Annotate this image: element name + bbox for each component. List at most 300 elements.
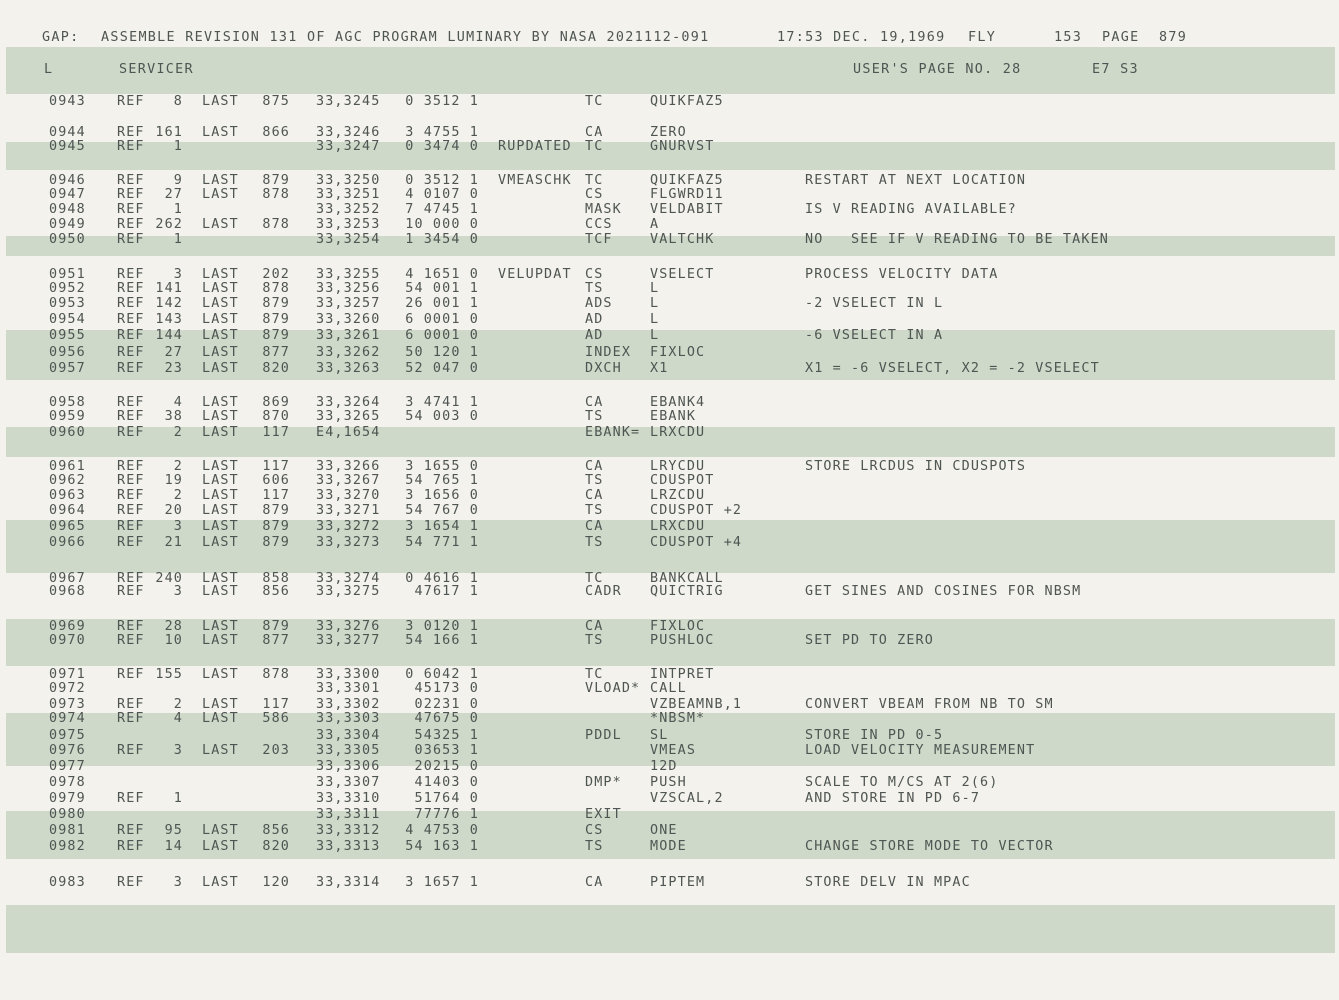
row-ln: 879	[262, 619, 290, 634]
row-comment: AND STORE IN PD 6-7	[805, 791, 981, 806]
row-line: 0952	[49, 281, 86, 296]
row-last: LAST	[202, 312, 239, 327]
row-addr: 33,3310	[316, 791, 381, 806]
row-comment: LOAD VELOCITY MEASUREMENT	[805, 743, 1036, 758]
row-operand: VSELECT	[650, 267, 715, 282]
row-word: 47675 0	[414, 711, 479, 726]
row-last: LAST	[202, 361, 239, 376]
row-comment: -2 VSELECT IN L	[805, 296, 944, 311]
row-operand: QUICTRIG	[650, 584, 724, 599]
row-operand: X1	[650, 361, 669, 376]
row-last: LAST	[202, 503, 239, 518]
row-line: 0973	[49, 697, 86, 712]
row-addr: 33,3252	[316, 202, 381, 217]
row-operand: PUSH	[650, 775, 687, 790]
header-time: 17:53 DEC. 19,1969	[777, 30, 946, 45]
row-operand: EBANK4	[650, 395, 706, 410]
row-last: LAST	[202, 697, 239, 712]
row-addr: 33,3307	[316, 775, 381, 790]
row-op: CS	[585, 187, 604, 202]
row-addr: 33,3266	[316, 459, 381, 474]
row-line: 0954	[49, 312, 86, 327]
row-ref: REF	[117, 619, 145, 634]
row-op: TCF	[585, 232, 613, 247]
row-label: VMEASCHK	[498, 173, 572, 188]
row-op: CA	[585, 519, 604, 534]
row-last: LAST	[202, 667, 239, 682]
row-line: 0981	[49, 823, 86, 838]
row-last: LAST	[202, 345, 239, 360]
row-line: 0976	[49, 743, 86, 758]
row-operand: *NBSM*	[650, 711, 706, 726]
row-rn: 28	[164, 619, 183, 634]
row-rn: 19	[164, 473, 183, 488]
row-comment: PROCESS VELOCITY DATA	[805, 267, 999, 282]
row-addr: 33,3262	[316, 345, 381, 360]
row-addr: 33,3254	[316, 232, 381, 247]
row-op: AD	[585, 312, 604, 327]
row-ln: 878	[262, 187, 290, 202]
row-rn: 3	[173, 519, 183, 534]
row-word: 54 166 1	[405, 633, 479, 648]
row-addr: 33,3250	[316, 173, 381, 188]
row-addr: 33,3313	[316, 839, 381, 854]
row-ref: REF	[117, 395, 145, 410]
row-operand: L	[650, 312, 660, 327]
row-word: 54 771 1	[405, 535, 479, 550]
row-last: LAST	[202, 187, 239, 202]
row-ln: 203	[262, 743, 290, 758]
row-rn: 95	[164, 823, 183, 838]
row-rn: 38	[164, 409, 183, 424]
row-op: CA	[585, 395, 604, 410]
row-addr: 33,3247	[316, 139, 381, 154]
row-ln: 606	[262, 473, 290, 488]
row-rn: 20	[164, 503, 183, 518]
row-op: VLOAD*	[585, 681, 641, 696]
row-addr: 33,3271	[316, 503, 381, 518]
row-word: 6 0001 0	[405, 328, 479, 343]
row-ref: REF	[117, 743, 145, 758]
row-op: TS	[585, 473, 604, 488]
row-word: 3 1656 0	[405, 488, 479, 503]
row-word: 02231 0	[414, 697, 479, 712]
row-ln: 879	[262, 519, 290, 534]
row-ref: REF	[117, 459, 145, 474]
row-word: 54 003 0	[405, 409, 479, 424]
row-word: 47617 1	[414, 584, 479, 599]
row-line: 0964	[49, 503, 86, 518]
row-addr: 33,3312	[316, 823, 381, 838]
row-comment: IS V READING AVAILABLE?	[805, 202, 1017, 217]
row-ref: REF	[117, 823, 145, 838]
row-ln: 879	[262, 328, 290, 343]
row-line: 0970	[49, 633, 86, 648]
row-operand: LRYCDU	[650, 459, 706, 474]
row-last: LAST	[202, 839, 239, 854]
row-ref: REF	[117, 281, 145, 296]
row-last: LAST	[202, 217, 239, 232]
row-ln: 117	[262, 459, 290, 474]
row-word: 26 001 1	[405, 296, 479, 311]
row-ln: 878	[262, 281, 290, 296]
row-last: LAST	[202, 328, 239, 343]
row-comment: GET SINES AND COSINES FOR NBSM	[805, 584, 1082, 599]
row-comment: -6 VSELECT IN A	[805, 328, 944, 343]
row-line: 0949	[49, 217, 86, 232]
row-word: 3 1657 1	[405, 875, 479, 890]
row-rn: 240	[155, 571, 183, 586]
row-addr: 33,3261	[316, 328, 381, 343]
row-rn: 161	[155, 125, 183, 140]
row-ref: REF	[117, 791, 145, 806]
row-line: 0978	[49, 775, 86, 790]
row-addr: 33,3273	[316, 535, 381, 550]
row-line: 0947	[49, 187, 86, 202]
row-operand: CDUSPOT	[650, 473, 715, 488]
row-label: RUPDATED	[498, 139, 572, 154]
row-op: CA	[585, 125, 604, 140]
row-word: 3 1654 1	[405, 519, 479, 534]
row-label: VELUPDAT	[498, 267, 572, 282]
row-word: 4 4753 0	[405, 823, 479, 838]
row-op: TS	[585, 503, 604, 518]
row-last: LAST	[202, 409, 239, 424]
row-ln: 878	[262, 217, 290, 232]
row-op: EBANK=	[585, 425, 641, 440]
row-line: 0963	[49, 488, 86, 503]
row-last: LAST	[202, 281, 239, 296]
row-word: 50 120 1	[405, 345, 479, 360]
row-operand: CDUSPOT +4	[650, 535, 743, 550]
row-operand: FIXLOC	[650, 619, 706, 634]
row-ln: 866	[262, 125, 290, 140]
row-operand: L	[650, 296, 660, 311]
row-ref: REF	[117, 667, 145, 682]
row-rn: 14	[164, 839, 183, 854]
row-addr: 33,3272	[316, 519, 381, 534]
row-ln: 820	[262, 839, 290, 854]
row-word: 0 4616 1	[405, 571, 479, 586]
row-word: 0 3474 0	[405, 139, 479, 154]
header-page-number: 879	[1159, 30, 1188, 45]
row-operand: CALL	[650, 681, 687, 696]
row-word: 77776 1	[414, 807, 479, 822]
row-addr: 33,3304	[316, 728, 381, 743]
row-addr: 33,3306	[316, 759, 381, 774]
row-ln: 875	[262, 94, 290, 109]
row-word: 41403 0	[414, 775, 479, 790]
row-last: LAST	[202, 875, 239, 890]
row-operand: CDUSPOT +2	[650, 503, 743, 518]
row-operand: ONE	[650, 823, 678, 838]
row-last: LAST	[202, 125, 239, 140]
row-addr: 33,3311	[316, 807, 381, 822]
row-rn: 27	[164, 345, 183, 360]
row-word: 52 047 0	[405, 361, 479, 376]
row-line: 0974	[49, 711, 86, 726]
row-word: 3 4755 1	[405, 125, 479, 140]
row-ln: 879	[262, 503, 290, 518]
row-operand: GNURVST	[650, 139, 715, 154]
row-line: 0953	[49, 296, 86, 311]
row-last: LAST	[202, 535, 239, 550]
row-word: 54325 1	[414, 728, 479, 743]
row-ref: REF	[117, 361, 145, 376]
column-letter: L	[44, 62, 54, 77]
row-operand: QUIKFAZ5	[650, 173, 724, 188]
row-word: 54 765 1	[405, 473, 479, 488]
row-ln: 870	[262, 409, 290, 424]
row-rn: 2	[173, 697, 183, 712]
row-operand: VZBEAMNB,1	[650, 697, 743, 712]
row-line: 0980	[49, 807, 86, 822]
row-operand: LRZCDU	[650, 488, 706, 503]
row-line: 0948	[49, 202, 86, 217]
row-line: 0950	[49, 232, 86, 247]
row-line: 0945	[49, 139, 86, 154]
row-word: 20215 0	[414, 759, 479, 774]
row-line: 0959	[49, 409, 86, 424]
row-operand: VELDABIT	[650, 202, 724, 217]
row-op: INDEX	[585, 345, 632, 360]
row-word: 4 1651 0	[405, 267, 479, 282]
row-op: TS	[585, 535, 604, 550]
row-word: 4 0107 0	[405, 187, 479, 202]
row-word: 3 0120 1	[405, 619, 479, 634]
row-op: TS	[585, 633, 604, 648]
row-word: 10 000 0	[405, 217, 479, 232]
row-word: 1 3454 0	[405, 232, 479, 247]
row-ref: REF	[117, 839, 145, 854]
row-ref: REF	[117, 312, 145, 327]
row-last: LAST	[202, 823, 239, 838]
row-op: CA	[585, 459, 604, 474]
row-last: LAST	[202, 473, 239, 488]
row-line: 0968	[49, 584, 86, 599]
row-word: 45173 0	[414, 681, 479, 696]
row-last: LAST	[202, 619, 239, 634]
row-word: 6 0001 0	[405, 312, 479, 327]
row-last: LAST	[202, 488, 239, 503]
row-ln: 858	[262, 571, 290, 586]
row-line: 0956	[49, 345, 86, 360]
row-op: CA	[585, 619, 604, 634]
row-addr: 33,3256	[316, 281, 381, 296]
row-addr: 33,3267	[316, 473, 381, 488]
row-rn: 144	[155, 328, 183, 343]
row-last: LAST	[202, 584, 239, 599]
row-ln: 856	[262, 823, 290, 838]
row-rn: 1	[173, 202, 183, 217]
row-addr: 33,3302	[316, 697, 381, 712]
row-word: 0 6042 1	[405, 667, 479, 682]
row-comment: SCALE TO M/CS AT 2(6)	[805, 775, 999, 790]
row-line: 0966	[49, 535, 86, 550]
row-op: TS	[585, 281, 604, 296]
row-ref: REF	[117, 267, 145, 282]
row-ref: REF	[117, 328, 145, 343]
row-line: 0962	[49, 473, 86, 488]
row-last: LAST	[202, 711, 239, 726]
row-operand: L	[650, 281, 660, 296]
row-op: TC	[585, 94, 604, 109]
row-op: ADS	[585, 296, 613, 311]
row-line: 0951	[49, 267, 86, 282]
row-rn: 8	[173, 94, 183, 109]
row-rn: 23	[164, 361, 183, 376]
row-line: 0971	[49, 667, 86, 682]
row-last: LAST	[202, 571, 239, 586]
row-word: 51764 0	[414, 791, 479, 806]
row-operand: MODE	[650, 839, 687, 854]
row-operand: VZSCAL,2	[650, 791, 724, 806]
row-ref: REF	[117, 296, 145, 311]
row-op: CA	[585, 875, 604, 890]
row-ln: 879	[262, 173, 290, 188]
row-addr: 33,3265	[316, 409, 381, 424]
row-line: 0979	[49, 791, 86, 806]
row-last: LAST	[202, 459, 239, 474]
row-addr: 33,3257	[316, 296, 381, 311]
row-ref: REF	[117, 217, 145, 232]
row-operand: LRXCDU	[650, 425, 706, 440]
row-op: TS	[585, 839, 604, 854]
row-word: 03653 1	[414, 743, 479, 758]
row-ref: REF	[117, 875, 145, 890]
row-rn: 2	[173, 459, 183, 474]
row-ln: 120	[262, 875, 290, 890]
header-seq: 153	[1054, 30, 1083, 45]
row-ln: 820	[262, 361, 290, 376]
row-ln: 202	[262, 267, 290, 282]
row-op: MASK	[585, 202, 622, 217]
row-comment: SET PD TO ZERO	[805, 633, 934, 648]
row-last: LAST	[202, 94, 239, 109]
row-op: AD	[585, 328, 604, 343]
row-ref: REF	[117, 503, 145, 518]
row-rn: 155	[155, 667, 183, 682]
row-ln: 879	[262, 535, 290, 550]
row-op: TC	[585, 571, 604, 586]
row-comment: STORE IN PD 0-5	[805, 728, 944, 743]
row-op: CS	[585, 267, 604, 282]
row-line: 0955	[49, 328, 86, 343]
row-addr: 33,3303	[316, 711, 381, 726]
row-addr: 33,3274	[316, 571, 381, 586]
row-rn: 3	[173, 584, 183, 599]
row-op: CADR	[585, 584, 622, 599]
row-line: 0957	[49, 361, 86, 376]
row-line: 0943	[49, 94, 86, 109]
row-ref: REF	[117, 139, 145, 154]
row-operand: INTPRET	[650, 667, 715, 682]
row-addr: 33,3300	[316, 667, 381, 682]
row-comment: RESTART AT NEXT LOCATION	[805, 173, 1027, 188]
header-page-label: PAGE	[1102, 30, 1140, 45]
row-operand: BANKCALL	[650, 571, 724, 586]
row-ref: REF	[117, 94, 145, 109]
row-line: 0977	[49, 759, 86, 774]
row-operand: FLGWRD11	[650, 187, 724, 202]
row-operand: SL	[650, 728, 669, 743]
row-rn: 4	[173, 395, 183, 410]
row-rn: 143	[155, 312, 183, 327]
row-addr: 33,3246	[316, 125, 381, 140]
row-addr: 33,3275	[316, 584, 381, 599]
row-op: TC	[585, 173, 604, 188]
row-line: 0969	[49, 619, 86, 634]
row-operand: L	[650, 328, 660, 343]
row-addr: 33,3314	[316, 875, 381, 890]
row-line: 0946	[49, 173, 86, 188]
row-last: LAST	[202, 425, 239, 440]
row-rn: 21	[164, 535, 183, 550]
row-line: 0972	[49, 681, 86, 696]
row-word: 0 3512 1	[405, 94, 479, 109]
row-addr: 33,3253	[316, 217, 381, 232]
row-word: 7 4745 1	[405, 202, 479, 217]
row-addr: 33,3276	[316, 619, 381, 634]
row-addr: 33,3255	[316, 267, 381, 282]
row-ref: REF	[117, 711, 145, 726]
user-page-number: USER'S PAGE NO. 28	[853, 62, 1022, 77]
row-op: EXIT	[585, 807, 622, 822]
row-comment: CHANGE STORE MODE TO VECTOR	[805, 839, 1054, 854]
row-addr: 33,3305	[316, 743, 381, 758]
row-rn: 262	[155, 217, 183, 232]
row-ln: 586	[262, 711, 290, 726]
row-addr: 33,3260	[316, 312, 381, 327]
row-operand: PIPTEM	[650, 875, 706, 890]
row-rn: 4	[173, 711, 183, 726]
row-operand: 12D	[650, 759, 678, 774]
row-addr: 33,3301	[316, 681, 381, 696]
row-op: CCS	[585, 217, 613, 232]
row-comment: X1 = -6 VSELECT, X2 = -2 VSELECT	[805, 361, 1100, 376]
row-ln: 117	[262, 425, 290, 440]
row-ln: 869	[262, 395, 290, 410]
row-rn: 10	[164, 633, 183, 648]
row-ln: 879	[262, 296, 290, 311]
row-addr: E4,1654	[316, 425, 381, 440]
row-word: 54 767 0	[405, 503, 479, 518]
green-band	[6, 905, 1335, 953]
row-operand: VMEAS	[650, 743, 697, 758]
row-operand: EBANK	[650, 409, 697, 424]
header-title: ASSEMBLE REVISION 131 OF AGC PROGRAM LUMINARY BY NASA 2021112-091	[101, 30, 710, 45]
row-ref: REF	[117, 535, 145, 550]
row-last: LAST	[202, 173, 239, 188]
row-addr: 33,3270	[316, 488, 381, 503]
row-last: LAST	[202, 296, 239, 311]
row-word: 3 4741 1	[405, 395, 479, 410]
row-op: DXCH	[585, 361, 622, 376]
row-ln: 117	[262, 488, 290, 503]
row-comment: NO SEE IF V READING TO BE TAKEN	[805, 232, 1109, 247]
row-rn: 3	[173, 267, 183, 282]
row-operand: ZERO	[650, 125, 687, 140]
row-comment: STORE DELV IN MPAC	[805, 875, 971, 890]
row-ref: REF	[117, 232, 145, 247]
row-op: DMP*	[585, 775, 622, 790]
row-addr: 33,3245	[316, 94, 381, 109]
row-ref: REF	[117, 473, 145, 488]
row-line: 0961	[49, 459, 86, 474]
row-rn: 1	[173, 139, 183, 154]
header-fly: FLY	[968, 30, 997, 45]
row-ln: 856	[262, 584, 290, 599]
